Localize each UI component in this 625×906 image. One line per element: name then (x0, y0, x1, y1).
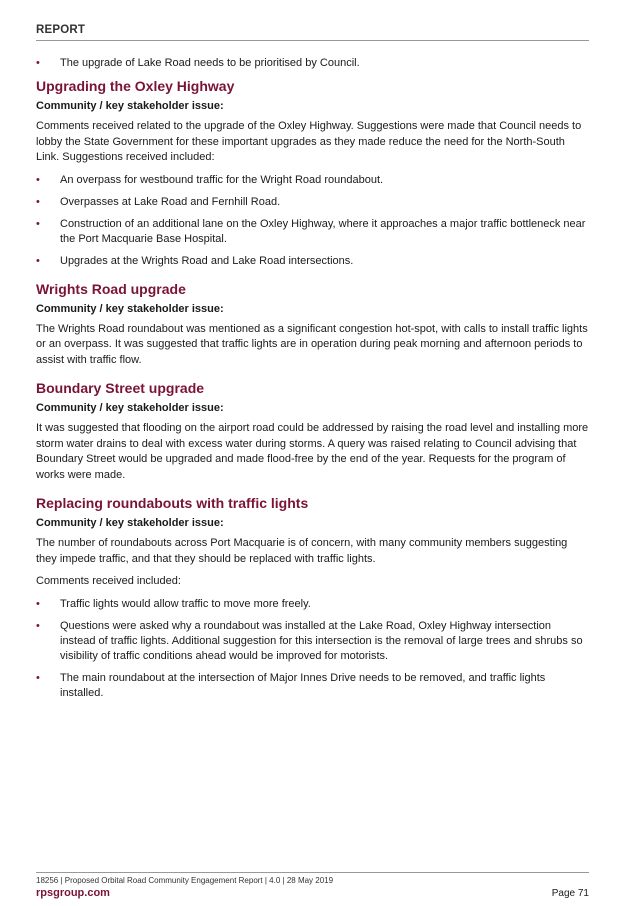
section-roundabouts (36, 495, 589, 701)
bullet-icon: • (36, 619, 40, 632)
bullet-text: Construction of an additional lane on the Oxley Highway, where it approaches a major traffic bottleneck near the Port Macquarie Base Hospital. (60, 217, 586, 245)
section-boundary-street (36, 380, 589, 483)
list-item (36, 254, 589, 269)
bullet-icon: • (36, 195, 40, 208)
bullet-text: Overpasses at Lake Road and Fernhill Road. (60, 195, 281, 208)
section-paragraph: It was suggested that flooding on the airport road could be addressed by raising the road level and installing more storm water drains to deal with excess water during storms. A query was raised relating to Council advising that Boundary Street would be upgraded and made flood-free by the end of the year. Requests for the program of works were made. (36, 422, 589, 481)
page-footer (36, 872, 589, 899)
section-subheading: Community / key stakeholder issue: (36, 517, 224, 529)
section-wrights-road (36, 281, 589, 369)
section-heading: Upgrading the Oxley Highway (36, 78, 235, 94)
bullet-text: An overpass for westbound traffic for the Wright Road roundabout. (60, 173, 384, 186)
bullet-icon: • (36, 57, 40, 69)
section-oxley-highway (36, 78, 589, 269)
list-item (36, 671, 589, 701)
footer-rule (36, 872, 589, 873)
section-heading: Boundary Street upgrade (36, 380, 205, 396)
bullet-icon: • (36, 217, 40, 230)
section-paragraph: Comments received related to the upgrade of the Oxley Highway. Suggestions were made that Council needs to lobby the State Government for these important upgrades as they made reduce the need for the North-South Link. Suggestions received included: (36, 120, 582, 163)
bullet-icon: • (36, 173, 40, 186)
bullet-icon: • (36, 671, 40, 684)
intro-bullet-list (36, 56, 589, 71)
bullet-text: The main roundabout at the intersection of Major Innes Drive needs to be removed, and traffic lights installed. (60, 671, 546, 699)
bullet-text: Questions were asked why a roundabout was installed at the Lake Road, Oxley Highway intersection instead of traffic lights. Additional suggestion for this intersection is the removal of large trees and shrubs so visibility of traffic conditions ahead would be improved for motorists. (60, 619, 583, 662)
bullet-icon: • (36, 597, 40, 610)
section-paragraph: The number of roundabouts across Port Macquarie is of concern, with many community members suggesting they impede traffic, and that they should be replaced with traffic lights. (36, 537, 568, 565)
page-number: Page 71 (551, 888, 589, 899)
section-paragraph: Comments received included: (36, 575, 181, 587)
header-rule (36, 40, 589, 41)
section-subheading: Community / key stakeholder issue: (36, 302, 224, 315)
report-content (36, 56, 589, 708)
list-item (36, 597, 589, 612)
footer-website-link[interactable]: rpsgroup.com (36, 887, 110, 899)
list-item (36, 173, 589, 188)
bullet-text: Upgrades at the Wrights Road and Lake Road intersections. (60, 254, 354, 267)
list-item (36, 56, 589, 71)
section-bullet-list (36, 173, 589, 269)
section-subheading: Community / key stakeholder issue: (36, 402, 224, 414)
section-paragraph: The Wrights Road roundabout was mentioned as a significant congestion hot-spot, with calls to install traffic lights or an overpass. It was suggested that traffic lights are in operation during peak morning and afternoon periods to assist with traffic flow. (36, 322, 588, 366)
bullet-text: Traffic lights would allow traffic to move more freely. (60, 597, 311, 610)
footer-row (36, 887, 589, 899)
bullet-icon: • (36, 254, 40, 267)
list-item (36, 619, 589, 664)
section-subheading: Community / key stakeholder issue: (36, 100, 224, 112)
page-header (36, 24, 589, 41)
list-item (36, 195, 589, 210)
header-title: REPORT (36, 24, 86, 36)
section-heading: Wrights Road upgrade (36, 280, 186, 297)
footer-document-info: 18256 | Proposed Orbital Road Community Engagement Report | 4.0 | 28 May 2019 (36, 876, 334, 885)
section-bullet-list (36, 597, 589, 701)
list-item (36, 217, 589, 247)
bullet-text: The upgrade of Lake Road needs to be prioritised by Council. (60, 57, 360, 69)
section-heading: Replacing roundabouts with traffic lights (36, 495, 309, 511)
